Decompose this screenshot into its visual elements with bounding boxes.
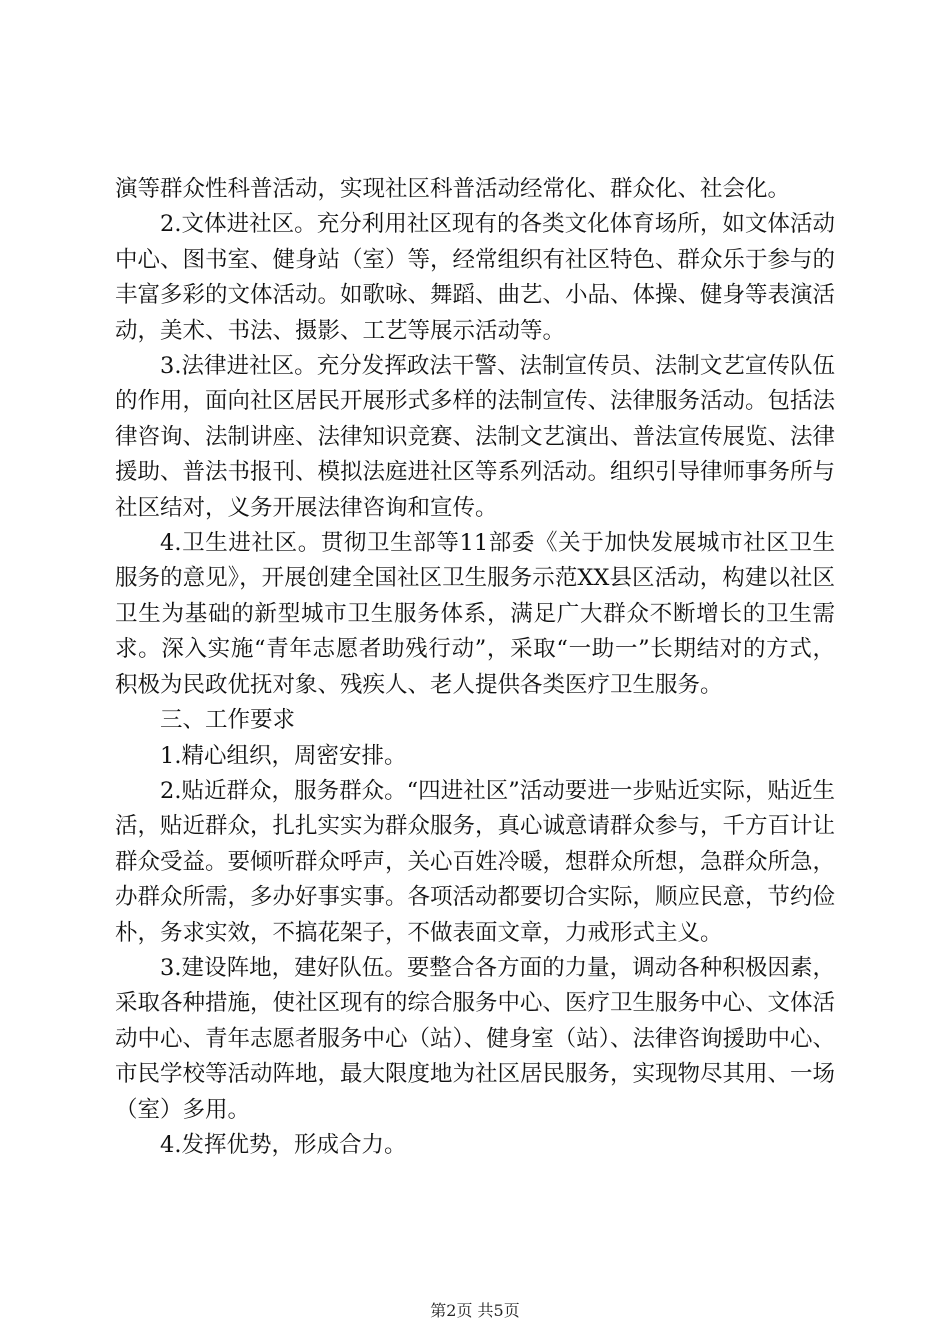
paragraph-culture-sports: 2.文体进社区。充分利用社区现有的各类文化体育场所，如文体活动中心、图书室、健身站（室）等，经常组织有社区特色、群众乐于参与的丰富多彩的文体活动。如歌咏、舞蹈、曲艺、小品、体操、健身等表演活动，美术、书法、摄影、工艺等展示活动等。 [115,211,836,344]
paragraph-law: 3.法律进社区。充分发挥政法干警、法制宣传员、法制文艺宣传队伍的作用，面向社区居民开展形式多样的法制宣传、法律服务活动。包括法律咨询、法制讲座、法律知识竞赛、法制文艺演出、普法宣传展览、法律援助、普法书报刊、模拟法庭进社区等系列活动。组织引导律师事务所与社区结对，义务开展法律咨询和宣传。 [115,353,836,521]
paragraph-health: 4.卫生进社区。贯彻卫生部等11部委《关于加快发展城市社区卫生服务的意见》，开展创建全国社区卫生服务示范XX县区活动，构建以社区卫生为基础的新型城市卫生服务体系，满足广大群众不断增长的卫生需求。深入实施“青年志愿者助残行动”，采取“一助一”长期结对的方式，积极为民政优抚对象、残疾人、老人提供各类医疗卫生服务。 [115,530,835,698]
page-footer: 第2页 共5页 [430,1301,520,1320]
body-text [115,172,835,1163]
paragraph-continuation: 演等群众性科普活动，实现社区科普活动经常化、群众化、社会化。 [115,176,791,202]
requirement-item-2: 2.贴近群众，服务群众。“四进社区”活动要进一步贴近实际，贴近生活，贴近群众，扎扎实实为群众服务，真心诚意请群众参与，千方百计让群众受益。要倾听群众呼声，关心百姓冷暖，想群众所想，急群众所急，办群众所需，多办好事实事。各项活动都要切合实际，顺应民意，节约俭朴，务求实效，不搞花架子，不做表面文章，力戒形式主义。 [115,777,836,946]
requirement-item-3: 3.建设阵地，建好队伍。要整合各方面的力量，调动各种积极因素，采取各种措施，使社区现有的综合服务中心、医疗卫生服务中心、文体活动中心、青年志愿者服务中心（站）、健身室（站）、法律咨询援助中心、市民学校等活动阵地，最大限度地为社区居民服务，实现物尽其用、一场（室）多用。 [115,954,836,1123]
section-heading-requirements: 三、工作要求 [160,707,296,734]
requirement-item-4: 4.发挥优势，形成合力。 [160,1131,407,1158]
requirement-item-1: 1.精心组织，周密安排。 [160,742,407,769]
